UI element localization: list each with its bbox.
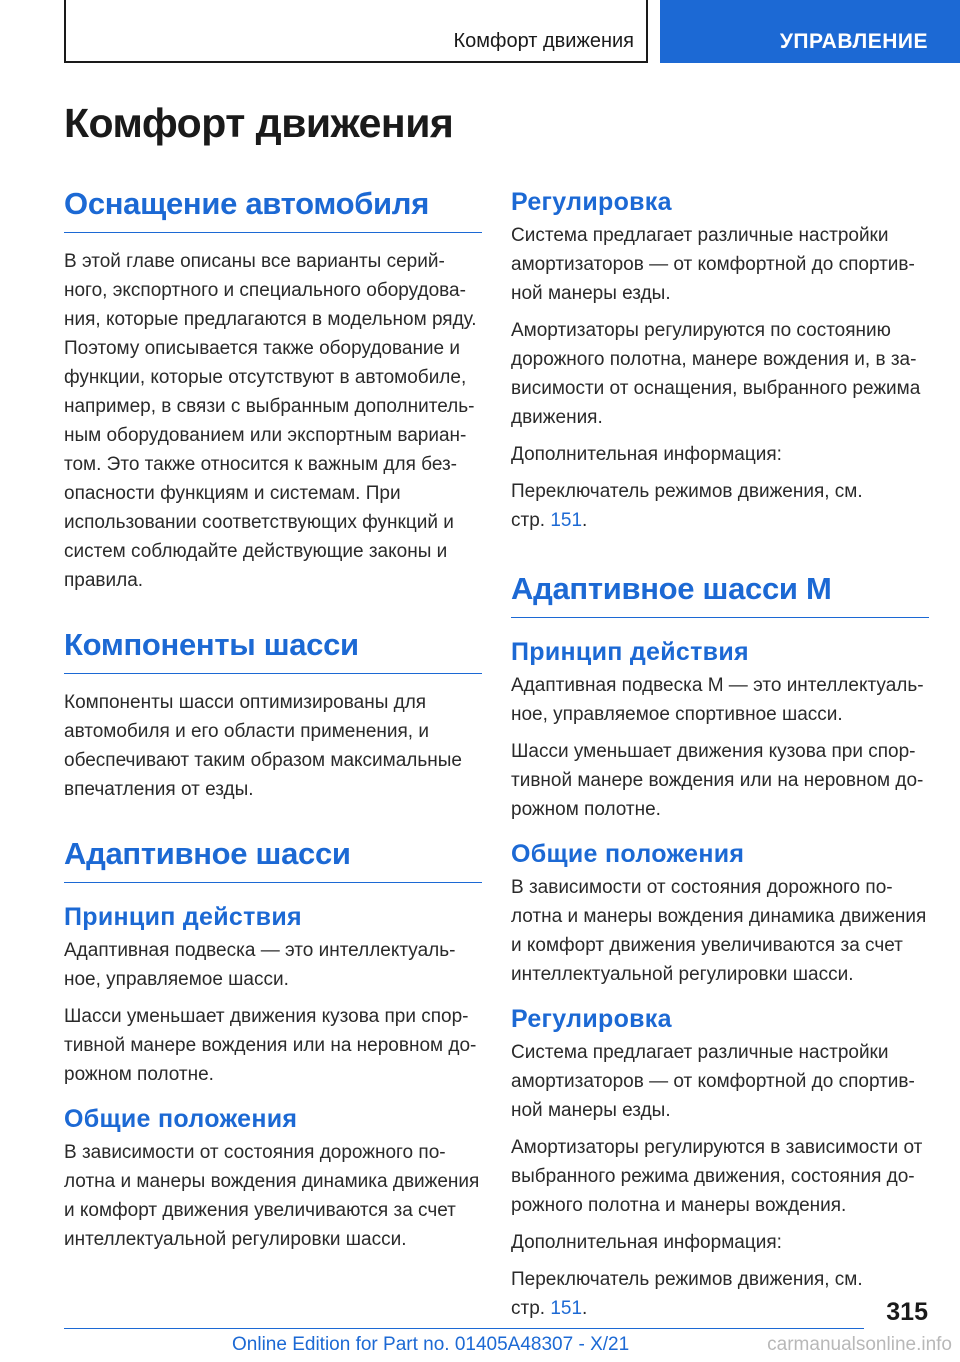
page-number: 315: [886, 1298, 928, 1326]
equipment-paragraph: В этой главе описаны все варианты серий- ного, экспортного и специального оборудова- ния, которые предлагаются в модельном ряду. Поэтому описывается также оборудование и функции, которые отсутствуют в автомобиле, например, в связи с выбранным дополнитель- ным оборудованием или экспортным вариан- том. Это также относится к важным для без- опасности функциям и системам. При использовании соответствующих функций и систем соблюдайте действующие законы и правила.: [64, 251, 477, 591]
adjustment-paragraph-4: [511, 477, 929, 535]
page-title: Комфорт движения: [64, 100, 454, 146]
adjustment-m-paragraph-1: Система предлагает различные настройки амортизаторов — от комфортной до спортив- ной манеры езды.: [511, 1042, 915, 1121]
adjustment-paragraph-2: Амортизаторы регулируются по состоянию дорожного полотна, манере вождения и, в за- висимости от оснащения, выбранного режима движения.: [511, 320, 921, 428]
section-tab-label: Комфорт движения: [453, 30, 634, 52]
subheading-operating-principle-m: Принцип действия: [511, 638, 749, 666]
chapter-tab[interactable]: [660, 0, 960, 63]
chassis-components-paragraph: Компоненты шасси оптимизированы для автомобиля и его области применения, и обеспечивают таким образом максимальные впечатления от езды.: [64, 692, 462, 800]
subheading-general-m: Общие положения: [511, 840, 745, 868]
page-link[interactable]: 151: [550, 1298, 583, 1319]
subheading-general: Общие положения: [64, 1105, 298, 1133]
adjustment-m-paragraph-2: Амортизаторы регулируются в зависимости от выбранного режима движения, состояния до- рожного полотна и манеры вождения.: [511, 1137, 923, 1216]
page-suffix: .: [582, 1298, 588, 1319]
operating-principle-m-paragraph-2: Шасси уменьшает движения кузова при спор- тивной манере вождения или на неровном до- рожном полотне.: [511, 741, 924, 820]
page-prefix: стр.: [511, 510, 546, 531]
section-heading-adaptive-chassis: Адаптивное шасси: [64, 836, 482, 883]
section-heading-adaptive-chassis-m: Адаптивное шасси M: [511, 571, 929, 618]
adjustment-paragraph-1: Система предлагает различные настройки амортизаторов — от комфортной до спортив- ной манеры езды.: [511, 225, 915, 304]
page-prefix: стр.: [511, 1298, 546, 1319]
general-m-paragraph: В зависимости от состояния дорожного по- лотна и манеры вождения динамика движения и комфорт движения увеличиваются за счет интеллектуальной регулировки шасси.: [511, 877, 927, 985]
chapter-tab-label: УПРАВЛЕНИЕ: [779, 30, 928, 53]
right-column: [511, 188, 929, 1323]
watermark: carmanualsonline.info: [767, 1334, 952, 1355]
adjustment-m-paragraph-3: Дополнительная информация:: [511, 1232, 782, 1253]
operating-principle-m-paragraph-1: Адаптивная подвеска M — это интеллектуаль- ное, управляемое спортивное шасси.: [511, 675, 924, 725]
adjustment-m-paragraph-4: [511, 1265, 929, 1323]
adjustment-paragraph-3: Дополнительная информация:: [511, 444, 782, 465]
general-paragraph: В зависимости от состояния дорожного по- лотна и манеры вождения динамика движения и комфорт движения увеличиваются за счет интеллектуальной регулировки шасси.: [64, 1142, 480, 1250]
cross-reference-text: Переключатель режимов движения, см.: [511, 1269, 863, 1290]
page-suffix: .: [582, 510, 588, 531]
edition-info: Online Edition for Part no. 01405A48307 - X/21: [232, 1334, 630, 1355]
page-link[interactable]: 151: [550, 510, 583, 531]
subheading-operating-principle: Принцип действия: [64, 903, 302, 931]
footer-divider: [64, 1328, 864, 1329]
section-tab[interactable]: [64, 0, 648, 63]
subheading-adjustment-m: Регулировка: [511, 1005, 672, 1033]
operating-principle-paragraph-2: Шасси уменьшает движения кузова при спор- тивной манере вождения или на неровном до- рожном полотне.: [64, 1006, 477, 1085]
section-heading-chassis-components: Компоненты шасси: [64, 627, 482, 674]
cross-reference-text: Переключатель режимов движения, см.: [511, 481, 863, 502]
operating-principle-paragraph-1: Адаптивная подвеска — это интеллектуаль- ное, управляемое шасси.: [64, 940, 456, 990]
left-column: [64, 186, 482, 1254]
section-heading-equipment: Оснащение автомобиля: [64, 186, 482, 233]
subheading-adjustment: Регулировка: [511, 188, 672, 216]
